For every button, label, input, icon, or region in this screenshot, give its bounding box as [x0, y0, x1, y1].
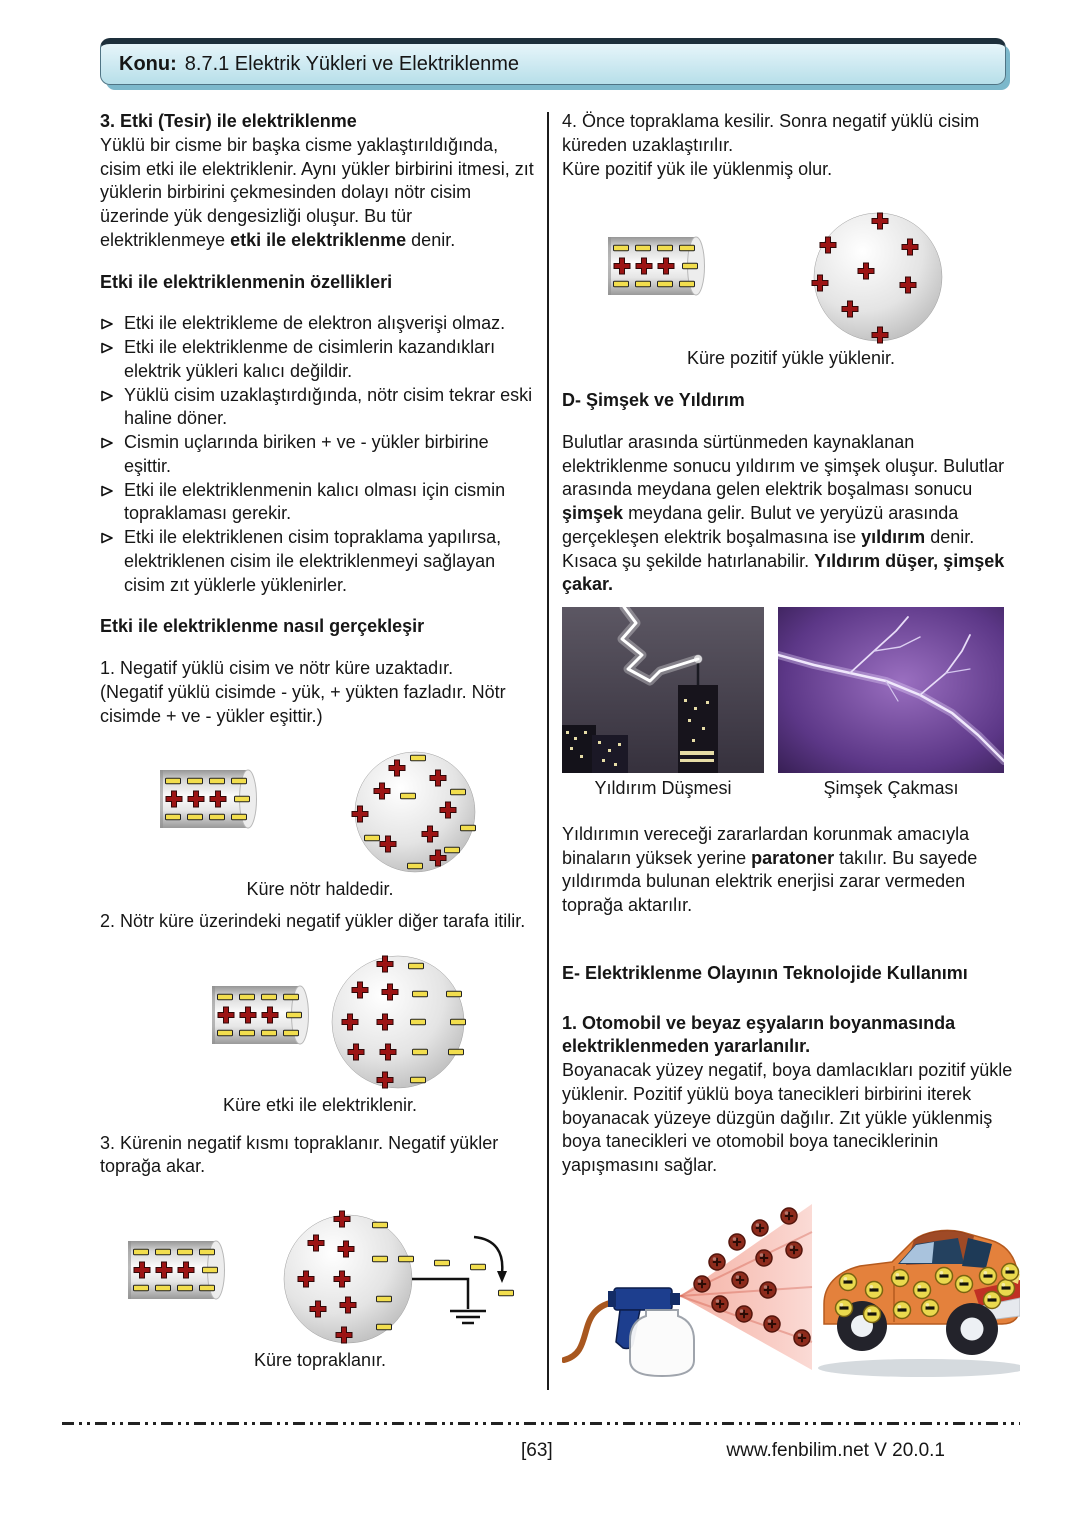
list-item-text: Etki ile elektriklenen cisim topraklama yapılırsa, elektriklenen cisim ile elektriklenmeyi sağlayan cisim zıt yüklerle yüklenirler. — [124, 527, 502, 595]
e-item1-title: 1. Otomobil ve beyaz eşyaların boyanmasında elektriklenmeden yararlanılır. — [562, 1012, 956, 1057]
induced-sphere-diagram — [100, 934, 536, 1092]
negative-rod — [608, 237, 705, 295]
step4-line2: Küre pozitif yük ile yüklenmiş olur. — [562, 158, 833, 179]
list-item-text: Etki ile elektrikleme de elektron alışverişi olmaz. — [124, 313, 506, 334]
step1-text — [100, 657, 540, 728]
e-item1-body: Boyanacak yüzey negatif, boya damlacıkları pozitif yükle yüklenir. Pozitif yüklü boya tanecikleri birbirini iterek boyanacak yüzeye düzgün dağılır. Zıt yükle yüklenmiş boya tanecikleri ve otomobil boya taneciklerinin yapışmasını sağlar. — [562, 1060, 1013, 1175]
figure-neutral-sphere — [100, 736, 540, 902]
arrow-bullet-icon — [100, 389, 114, 403]
figure-grounded-sphere — [100, 1187, 540, 1373]
section3-text-bold: etki ile elektriklenme — [230, 229, 407, 250]
list-item-text: Cismin uçlarında biriken + ve - yükler birbirine eşittir. — [124, 432, 489, 476]
arrow-bullet-icon — [100, 341, 114, 355]
paratoner-paragraph — [562, 823, 1020, 918]
arrow-bullet-icon — [100, 436, 114, 450]
grounded-sphere-diagram — [100, 1187, 536, 1347]
discharge-arrow — [474, 1237, 507, 1283]
lightning-flash-photo — [778, 607, 1004, 801]
figure-electrostatic-painting — [562, 1192, 1020, 1384]
section-e-title: E- Elektriklenme Olayının Teknolojide Kullanımı — [562, 962, 968, 983]
step3-text: 3. Kürenin negatif kısmı topraklanır. Negatif yükler toprağa akar. — [100, 1132, 499, 1177]
page-number: [63] — [521, 1440, 553, 1461]
list-item — [100, 336, 540, 384]
list-item-text: Yüklü cisim uzaklaştırdığında, nötr cisim tekrar eski haline döner. — [124, 384, 533, 429]
left-column — [100, 110, 540, 1373]
list-item — [100, 479, 540, 527]
list-item — [100, 431, 540, 479]
list-item-text: Etki ile elektriklenme de cisimlerin kazandıkları elektrik yükleri kalıcı değildir. — [124, 337, 496, 381]
features-list — [100, 312, 540, 597]
d-text-3: denir. Kısaca şu şekilde hatırlanabilir. — [562, 526, 975, 571]
neutral-sphere-diagram — [100, 736, 536, 876]
section-d-paragraph — [562, 431, 1020, 597]
lightning-flash-image — [778, 607, 1004, 773]
neutral-sphere — [355, 752, 475, 872]
figure-caption: Küre topraklanır. — [253, 1350, 387, 1370]
lightning-strike-image — [562, 607, 764, 773]
car-shadow — [818, 1359, 1020, 1377]
negative-rod — [212, 986, 309, 1044]
features-title: Etki ile elektriklenmenin özellikleri — [100, 271, 393, 292]
arrow-bullet-icon — [100, 531, 114, 545]
ground-wire — [412, 1279, 486, 1323]
figure-caption: Küre nötr haldedir. — [246, 879, 394, 900]
column-divider — [547, 112, 549, 1390]
lightning-photos — [562, 607, 1020, 801]
negative-rod — [160, 770, 257, 828]
arrow-bullet-icon — [100, 317, 114, 331]
list-item-text: Etki ile elektriklenmenin kalıcı olması için cismin topraklaması gerekir. — [124, 479, 506, 524]
list-item — [100, 312, 540, 336]
step4-text — [562, 110, 1020, 181]
photo-caption: Yıldırım Düşmesi — [594, 778, 732, 798]
topic-title: 8.7.1 Elektrik Yükleri ve Elektriklenme — [184, 52, 519, 75]
figure-induced-sphere — [100, 934, 540, 1118]
photo-caption: Şimşek Çakması — [823, 778, 959, 798]
topic-label: Konu: — [119, 52, 177, 75]
list-item — [100, 384, 540, 432]
d-text-bold-1: şimşek — [562, 503, 624, 523]
how-title: Etki ile elektriklenme nasıl gerçekleşir — [100, 616, 425, 637]
section-d-title: D- Şimşek ve Yıldırım — [562, 390, 745, 410]
d-text-1: Bulutlar arasında sürtünmeden kaynaklanan elektriklenme sonucu yıldırım ve şimşek oluşur. Bulutlar arasında meydana gelen elektrik boşalması sonucu — [562, 431, 1005, 500]
negative-rod — [128, 1241, 225, 1299]
step4-line1: 4. Önce topraklama kesilir. Sonra negatif yüklü cisim küreden uzaklaştırılır. — [562, 111, 980, 155]
electrostatic-painting-image — [562, 1192, 1020, 1384]
step1-line1: 1. Negatif yüklü cisim ve nötr küre uzaktadır. — [100, 658, 454, 678]
spray-hose — [564, 1302, 614, 1360]
section3-paragraph — [100, 134, 540, 253]
right-column — [562, 110, 1020, 1384]
list-item — [100, 526, 540, 597]
step2-text: 2. Nötr küre üzerindeki negatif yükler diğer tarafa itilir. — [100, 911, 526, 931]
website-version: www.fenbilim.net V 20.0.1 — [726, 1440, 945, 1461]
paratoner-text-2: takılır. Bu sayede yıldırımda bulunan elektrik enerjisi zarar vermeden toprağa aktarılır. — [562, 847, 978, 915]
footer-divider — [62, 1422, 1020, 1425]
section3-text-2: denir. — [406, 229, 456, 250]
d-text-2: meydana gelir. Bulut ve yeryüzü arasında gerçekleşen elektrik boşalmasına ise — [562, 503, 959, 547]
section3-text-1: Yüklü bir cisme bir başka cisme yaklaştırıldığında, cisim etki ile elektriklenir. Aynı yükler birbirini itmesi, zıt yüklerin birbirini çekmesinden dolayı nötr cisim üzerinde yük dengesizliği oluşur. Bu tür elektriklenmeye — [100, 134, 534, 250]
paratoner-text-1: Yıldırımın vereceği zararlardan korunmak amacıyla binaların yüksek yerine — [562, 823, 970, 868]
figure-caption: Küre etki ile elektriklenir. — [222, 1094, 418, 1115]
figure-caption: Küre pozitif yükle yüklenir. — [686, 348, 896, 369]
section3-title: 3. Etki (Tesir) ile elektriklenme — [100, 111, 357, 131]
paint-bottle — [630, 1310, 694, 1376]
positive-sphere — [814, 213, 942, 341]
paratoner-text-bold: paratoner — [751, 847, 835, 868]
topic-banner — [100, 38, 1006, 85]
d-text-bold-2: yıldırım — [861, 526, 926, 547]
positive-sphere-diagram — [562, 189, 998, 345]
lightning-strike-photo — [562, 607, 764, 801]
step1-line2: (Negatif yüklü cisimde - yük, + yükten fazladır. Nötr cisimde + ve - yükler eşittir.) — [100, 681, 506, 726]
arrow-bullet-icon — [100, 484, 114, 498]
d-text-bold-3: Yıldırım düşer, şimşek çakar. — [562, 550, 1005, 595]
figure-positive-sphere — [562, 189, 1020, 371]
